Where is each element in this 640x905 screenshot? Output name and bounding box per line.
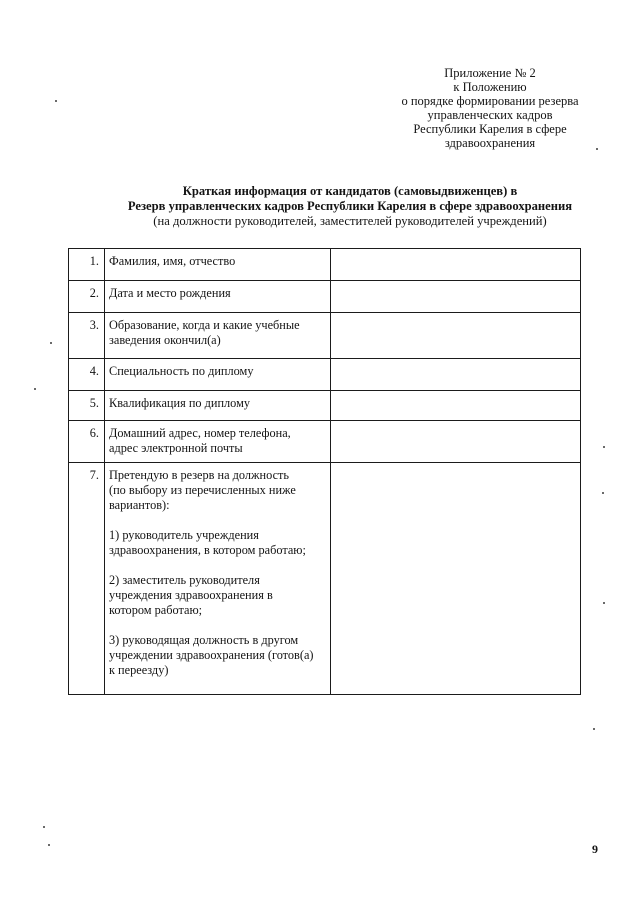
scan-speck bbox=[596, 148, 598, 150]
scan-speck bbox=[55, 100, 57, 102]
row-label bbox=[105, 391, 331, 421]
page-number: 9 bbox=[592, 842, 598, 856]
table-row bbox=[69, 421, 581, 463]
row-label-line: Специальность по диплому bbox=[109, 364, 254, 378]
appendix-line: Республики Карелия в сфере bbox=[413, 122, 567, 136]
row-label-line: заведения окончил(а) bbox=[109, 333, 221, 347]
appendix-line: к Положению bbox=[453, 80, 527, 94]
row-label-spacer bbox=[109, 618, 326, 633]
row-label-spacer bbox=[109, 513, 326, 528]
row-number: 1. bbox=[69, 249, 105, 281]
appendix-line: Приложение № 2 bbox=[444, 66, 536, 80]
row-label bbox=[105, 281, 331, 313]
row-label-line: 3) руководящая должность в другом bbox=[109, 633, 299, 647]
table-row bbox=[69, 249, 581, 281]
row-value-field[interactable] bbox=[331, 463, 581, 695]
table-row bbox=[69, 359, 581, 391]
row-label bbox=[105, 313, 331, 359]
row-value-field[interactable] bbox=[331, 281, 581, 313]
row-label-line: котором работаю; bbox=[109, 603, 203, 617]
scan-speck bbox=[603, 446, 605, 448]
title-line-1: Краткая информация от кандидатов (самовыдвиженцев) в bbox=[182, 184, 518, 198]
row-label-line: учреждения здравоохранения в bbox=[109, 588, 273, 602]
table-row bbox=[69, 281, 581, 313]
row-label bbox=[105, 249, 331, 281]
appendix-line: здравоохранения bbox=[444, 136, 536, 150]
document-title bbox=[70, 184, 630, 229]
candidate-info-table bbox=[68, 248, 581, 695]
title-subtitle: (на должности руководителей, заместителей руководителей учреждений) bbox=[153, 214, 547, 228]
row-value-field[interactable] bbox=[331, 359, 581, 391]
row-label bbox=[105, 359, 331, 391]
row-number: 7. bbox=[69, 463, 105, 695]
row-label-line: Образование, когда и какие учебные bbox=[109, 318, 300, 332]
row-value-field[interactable] bbox=[331, 249, 581, 281]
scan-speck bbox=[48, 844, 50, 846]
table-row bbox=[69, 463, 581, 695]
row-label-line: к переезду) bbox=[109, 663, 169, 677]
row-number: 3. bbox=[69, 313, 105, 359]
row-label-line: Претендую в резерв на должность bbox=[109, 468, 290, 482]
appendix-line: управленческих кадров bbox=[427, 108, 553, 122]
row-value-field[interactable] bbox=[331, 391, 581, 421]
row-label-line: Дата и место рождения bbox=[109, 286, 231, 300]
scan-speck bbox=[50, 342, 52, 344]
row-label-line: (по выбору из перечисленных ниже bbox=[109, 483, 296, 497]
row-label-line: Квалификация по диплому bbox=[109, 396, 251, 410]
row-label-line: учреждении здравоохранения (готов(а) bbox=[109, 648, 314, 662]
scan-speck bbox=[593, 728, 595, 730]
scan-speck bbox=[603, 602, 605, 604]
row-label-line: 1) руководитель учреждения bbox=[109, 528, 259, 542]
row-value-field[interactable] bbox=[331, 421, 581, 463]
row-value-field[interactable] bbox=[331, 313, 581, 359]
table-row bbox=[69, 313, 581, 359]
appendix-line: о порядке формировании резерва bbox=[401, 94, 579, 108]
row-label-line: Домашний адрес, номер телефона, bbox=[109, 426, 291, 440]
row-number: 2. bbox=[69, 281, 105, 313]
appendix-header bbox=[360, 66, 620, 150]
scan-speck bbox=[602, 492, 604, 494]
row-label bbox=[105, 463, 331, 695]
title-line-2: Резерв управленческих кадров Республики Карелия в сфере здравоохранения bbox=[127, 199, 573, 213]
row-label-line: здравоохранения, в котором работаю; bbox=[109, 543, 306, 557]
row-label-line: вариантов): bbox=[109, 498, 170, 512]
row-number: 5. bbox=[69, 391, 105, 421]
row-number: 4. bbox=[69, 359, 105, 391]
row-number: 6. bbox=[69, 421, 105, 463]
row-label-line: 2) заместитель руководителя bbox=[109, 573, 260, 587]
row-label bbox=[105, 421, 331, 463]
row-label-line: Фамилия, имя, отчество bbox=[109, 254, 236, 268]
scan-speck bbox=[34, 388, 36, 390]
row-label-spacer bbox=[109, 558, 326, 573]
scan-speck bbox=[43, 826, 45, 828]
row-label-line: адрес электронной почты bbox=[109, 441, 243, 455]
table-row bbox=[69, 391, 581, 421]
